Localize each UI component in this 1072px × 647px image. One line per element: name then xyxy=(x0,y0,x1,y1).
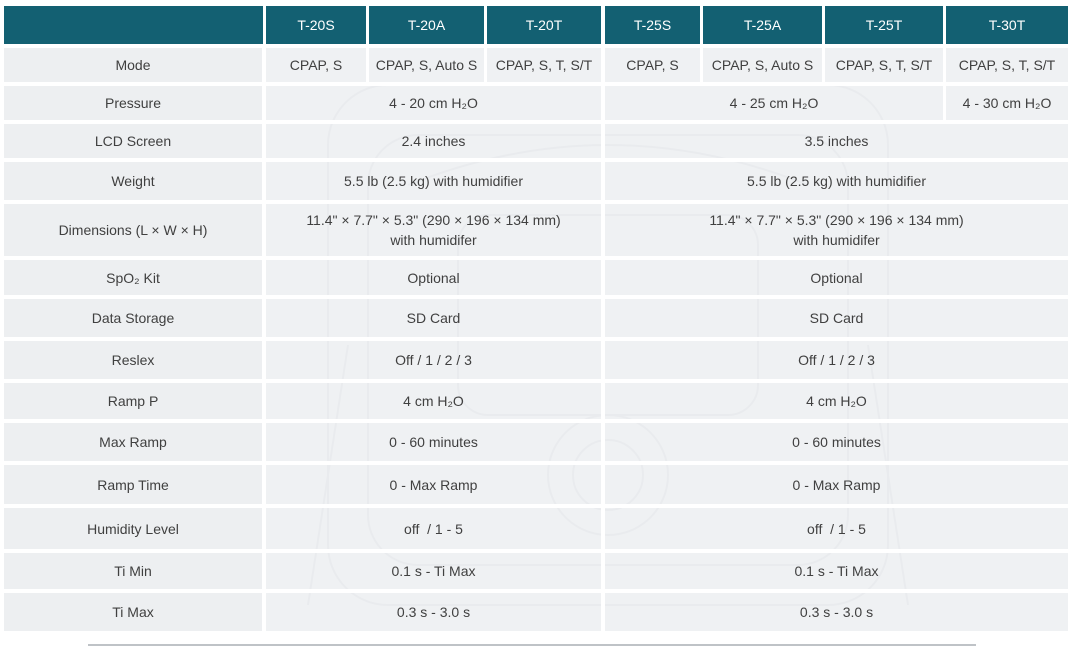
weight-t25: 5.5 lb (2.5 kg) with humidifier xyxy=(605,158,1068,200)
dimensions-t20-line2: with humidifer xyxy=(390,232,477,248)
spec-table xyxy=(4,6,1068,631)
max-ramp-t25: 0 - 60 minutes xyxy=(605,419,1068,461)
lcd-t20: 2.4 inches xyxy=(266,120,605,158)
ramp-time-t20: 0 - Max Ramp xyxy=(266,461,605,504)
row-label: Reslex xyxy=(4,337,266,379)
weight-t20: 5.5 lb (2.5 kg) with humidifier xyxy=(266,158,605,200)
max-ramp-t20: 0 - 60 minutes xyxy=(266,419,605,461)
reslex-t25: Off / 1 / 2 / 3 xyxy=(605,337,1068,379)
mode-t30t: CPAP, S, T, S/T xyxy=(946,44,1068,82)
mode-t20s: CPAP, S xyxy=(266,44,369,82)
mode-t25s: CPAP, S xyxy=(605,44,703,82)
spo2-t20: Optional xyxy=(266,256,605,295)
table-row-ramp-time xyxy=(4,461,1068,504)
row-label: Ti Min xyxy=(4,549,266,589)
row-label: Data Storage xyxy=(4,295,266,337)
table-row-weight xyxy=(4,158,1068,200)
pressure-t25: 4 - 25 cm H₂O xyxy=(605,82,946,120)
storage-t20: SD Card xyxy=(266,295,605,337)
spo2-t25: Optional xyxy=(605,256,1068,295)
header-corner xyxy=(4,6,266,44)
row-label: LCD Screen xyxy=(4,120,266,158)
row-label: SpO₂ Kit xyxy=(4,256,266,295)
row-label: Dimensions (L × W × H) xyxy=(4,200,266,256)
row-label: Max Ramp xyxy=(4,419,266,461)
ramp-p-t20: 4 cm H₂O xyxy=(266,379,605,419)
row-label: Ramp Time xyxy=(4,461,266,504)
mode-t25a: CPAP, S, Auto S xyxy=(703,44,825,82)
header-row xyxy=(4,6,1068,44)
storage-t25: SD Card xyxy=(605,295,1068,337)
ti-max-t20: 0.3 s - 3.0 s xyxy=(266,589,605,631)
row-label: Mode xyxy=(4,44,266,82)
reslex-t20: Off / 1 / 2 / 3 xyxy=(266,337,605,379)
table-row-storage xyxy=(4,295,1068,337)
table-row-ramp-p xyxy=(4,379,1068,419)
table-row-dimensions xyxy=(4,200,1068,256)
table-row-reslex xyxy=(4,337,1068,379)
model-t20t: T-20T xyxy=(487,6,605,44)
table-row-ti-min xyxy=(4,549,1068,589)
humidity-t25: off / 1 - 5 xyxy=(605,504,1068,549)
table-row-mode xyxy=(4,44,1068,82)
model-t25a: T-25A xyxy=(703,6,825,44)
table-row-pressure xyxy=(4,82,1068,120)
dimensions-t20 xyxy=(266,200,605,256)
model-t20s: T-20S xyxy=(266,6,369,44)
model-t25t: T-25T xyxy=(825,6,946,44)
dimensions-t20-line1: 11.4" × 7.7" × 5.3" (290 × 196 × 134 mm) xyxy=(306,212,561,228)
ti-min-t25: 0.1 s - Ti Max xyxy=(605,549,1068,589)
row-label: Weight xyxy=(4,158,266,200)
row-label: Ti Max xyxy=(4,589,266,631)
row-label: Humidity Level xyxy=(4,504,266,549)
dimensions-t25 xyxy=(605,200,1068,256)
model-t30t: T-30T xyxy=(946,6,1068,44)
dimensions-t25-line2: with humidifer xyxy=(793,232,880,248)
mode-t25t: CPAP, S, T, S/T xyxy=(825,44,946,82)
ramp-time-t25: 0 - Max Ramp xyxy=(605,461,1068,504)
dimensions-t25-line1: 11.4" × 7.7" × 5.3" (290 × 196 × 134 mm) xyxy=(709,212,964,228)
table-row-ti-max xyxy=(4,589,1068,631)
bottom-divider xyxy=(88,644,976,646)
row-label: Pressure xyxy=(4,82,266,120)
model-t20a: T-20A xyxy=(369,6,487,44)
model-t25s: T-25S xyxy=(605,6,703,44)
humidity-t20: off / 1 - 5 xyxy=(266,504,605,549)
table-row-lcd xyxy=(4,120,1068,158)
mode-t20t: CPAP, S, T, S/T xyxy=(487,44,605,82)
ti-max-t25: 0.3 s - 3.0 s xyxy=(605,589,1068,631)
pressure-t20: 4 - 20 cm H₂O xyxy=(266,82,605,120)
lcd-t25: 3.5 inches xyxy=(605,120,1068,158)
ti-min-t20: 0.1 s - Ti Max xyxy=(266,549,605,589)
table-row-humidity xyxy=(4,504,1068,549)
ramp-p-t25: 4 cm H₂O xyxy=(605,379,1068,419)
pressure-t30: 4 - 30 cm H₂O xyxy=(946,82,1068,120)
row-label: Ramp P xyxy=(4,379,266,419)
mode-t20a: CPAP, S, Auto S xyxy=(369,44,487,82)
table-row-spo2 xyxy=(4,256,1068,295)
table-row-max-ramp xyxy=(4,419,1068,461)
